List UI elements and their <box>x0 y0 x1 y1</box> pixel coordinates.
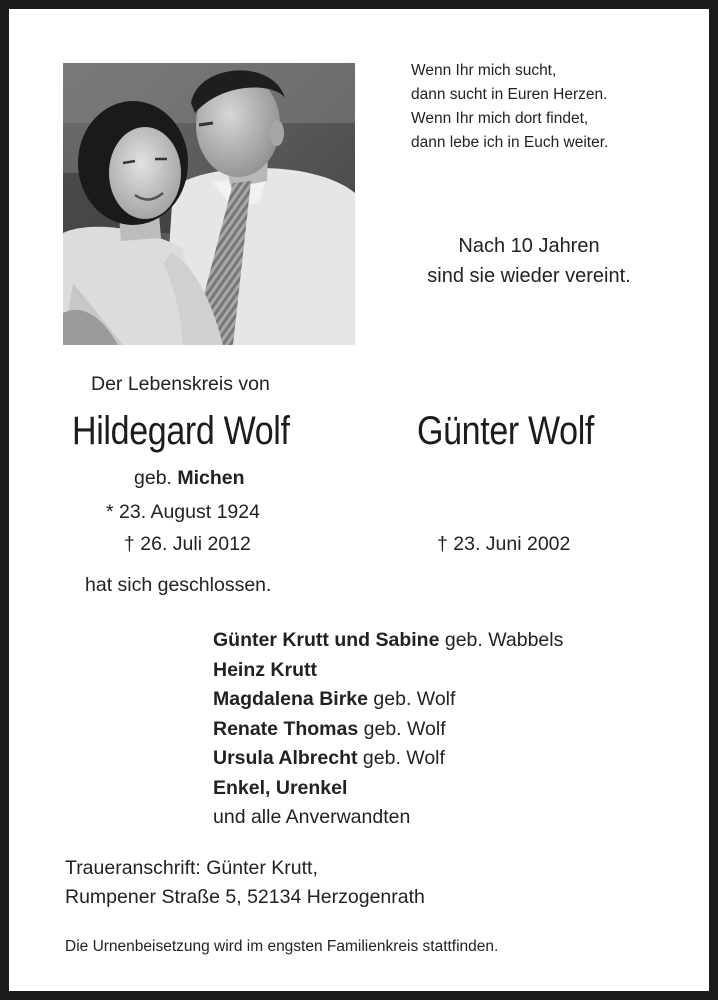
couple-photo <box>63 63 355 345</box>
poem-line: Wenn Ihr mich dort findet, <box>411 110 589 127</box>
funeral-note: Die Urnenbeisetzung wird im engsten Familienkreis stattfinden. <box>65 938 499 955</box>
family-member-name: Ursula Albrecht <box>213 747 358 769</box>
family-member-name: Heinz Krutt <box>213 658 317 681</box>
family-member-name: Magdalena Birke <box>213 688 368 710</box>
reunion-text <box>381 231 677 291</box>
poem-line: Wenn Ihr mich sucht, <box>411 62 557 79</box>
poem-line: dann lebe ich in Euch weiter. <box>411 134 609 151</box>
poem <box>411 59 608 155</box>
family-member <box>213 774 563 804</box>
family-member <box>213 685 563 715</box>
deceased-name-hildegard <box>72 409 328 454</box>
birth-date-hildegard: * 23. August 1924 <box>106 501 260 523</box>
deceased-name-text: Hildegard Wolf <box>72 409 290 453</box>
family-member-suffix: geb. Wolf <box>362 747 445 769</box>
address-line-2: Rumpener Straße 5, 52134 Herzogenrath <box>65 886 425 908</box>
reunion-line-2: sind sie wieder vereint. <box>427 265 631 287</box>
poem-line: dann sucht in Euren Herzen. <box>411 86 608 103</box>
family-list <box>213 626 563 833</box>
family-member <box>213 744 563 774</box>
mourning-address <box>65 854 425 912</box>
family-member-name: Renate Thomas <box>213 717 359 740</box>
family-member <box>213 715 563 745</box>
couple-photo-image <box>63 63 355 345</box>
closing-text: hat sich geschlossen. <box>85 574 272 596</box>
family-member-suffix: geb. Wolf <box>363 717 446 740</box>
death-date-guenter: † 23. Juni 2002 <box>437 533 571 555</box>
death-date-hildegard: † 26. Juli 2012 <box>124 533 251 555</box>
deceased-name-text: Günter Wolf <box>417 409 595 453</box>
family-member-name: Günter Krutt und Sabine <box>213 629 440 651</box>
intro-text: Der Lebenskreis von <box>91 373 270 395</box>
family-member-suffix: geb. Wabbels <box>444 629 564 651</box>
family-member <box>213 656 563 686</box>
family-member-suffix: geb. Wolf <box>373 688 456 710</box>
maiden-prefix: geb. <box>134 467 172 489</box>
family-member <box>213 626 563 656</box>
reunion-line-1: Nach 10 Jahren <box>458 235 600 257</box>
deceased-name-guenter <box>417 409 625 454</box>
maiden-name-value: Michen <box>177 467 245 489</box>
address-line-1: Traueranschrift: Günter Krutt, <box>65 857 318 879</box>
family-closing: und alle Anverwandten <box>213 806 411 828</box>
maiden-name <box>134 467 245 490</box>
family-member-name: Enkel, Urenkel <box>213 776 348 799</box>
